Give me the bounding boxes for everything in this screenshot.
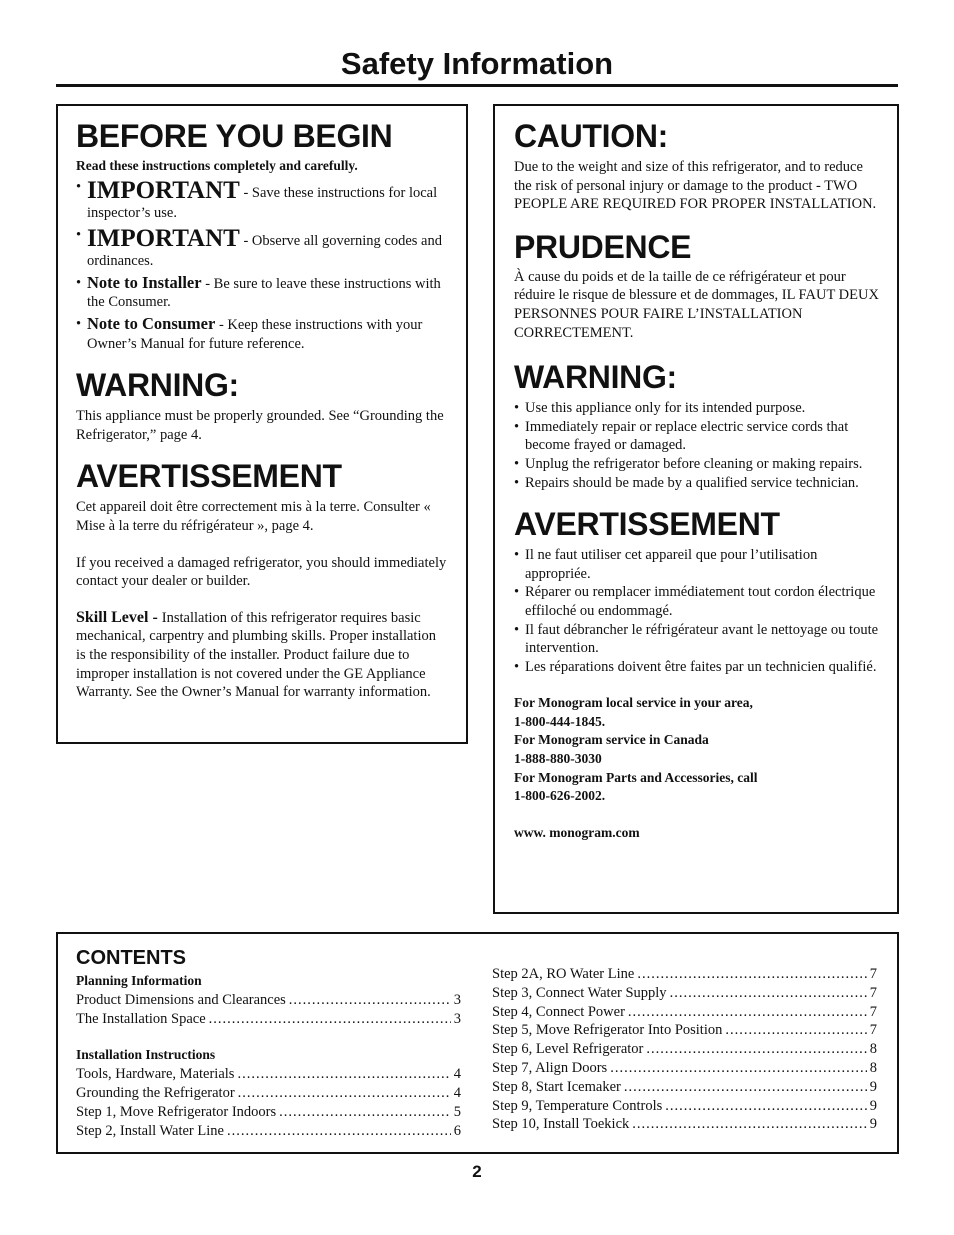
warning-heading-left: WARNING: [76,367,239,404]
toc-entry[interactable]: The Installation Space ..... 3 [76,1010,461,1029]
list-item: • Unplug the refrigerator before cleaning or making repairs. [514,455,863,472]
skill-level: Skill Level - Installation of this refrigerator requires basic mechanical, carpentry and plumbing skills. Proper installation is the responsibility of the installer. Product failure due to improper installation is not covered under the GE Appliance Warranty. See the Owner’s Manual for warranty information. [76,608,436,701]
title-rule [56,84,898,87]
page-number: 2 [472,1162,482,1181]
list-item: • Les réparations doivent être faites par un technicien qualifié. [514,658,877,675]
toc-entry[interactable]: Step 3, Connect Water Supply ..... 7 [492,984,877,1003]
contents-right-column [492,965,877,1134]
page-title: Safety Information [340,46,614,81]
contents-left-column [76,972,461,1140]
contents-box [56,932,899,1154]
service-line: For Monogram local service in your area, [514,695,753,711]
avertissement-text-left: Cet appareil doit être correctement mis à la terre. Consulter « Mise à la terre du réfrigérateur », page 4. [76,499,431,534]
prudence-heading: PRUDENCE [514,228,692,265]
warning-list [514,399,879,492]
avertissement-heading-left: AVERTISSEMENT [76,458,342,495]
list-item: • Il faut débrancher le réfrigérateur avant le nettoyage ou toute intervention. [514,621,879,657]
service-line: For Monogram service in Canada [514,732,709,748]
list-item: • Repairs should be made by a qualified service technician. [514,474,859,491]
toc-entry[interactable]: Grounding the Refrigerator ..... 4 [76,1084,461,1103]
avertissement-heading-right: AVERTISSEMENT [514,506,780,543]
note-to-consumer: • Note to Consumer - Keep these instructions with your Owner’s Manual for future reference. [76,313,423,352]
service-phone: 1-800-444-1845. [514,713,606,729]
list-item: • Il ne faut utiliser cet appareil que pour l’utilisation appropriée. [514,547,818,582]
caution-box [493,104,899,914]
prudence-text: À cause du poids et de la taille de ce réfrigérateur et pour réduire le risque de blessure et de dommages, IL FAUT DEUX PERSONNES POUR FAIRE L’INSTALLATION CORRECTEMENT. [514,268,879,341]
before-you-begin-box [56,104,468,744]
toc-entry[interactable]: Step 8, Start Icemaker ..... 9 [492,1078,877,1097]
toc-entry[interactable]: Step 9, Temperature Controls ..... 9 [492,1097,877,1116]
toc-entry[interactable]: Step 10, Install Toekick ..... 9 [492,1115,877,1134]
warning-text-left: This appliance must be properly grounded. See “Grounding the Refrigerator,” page 4. [76,408,444,443]
planning-heading: Planning Information [76,973,202,988]
caution-heading: CAUTION: [514,118,669,154]
warning-heading-right: WARNING: [514,359,677,396]
toc-entry[interactable]: Product Dimensions and Clearances ..... 3 [76,991,461,1010]
toc-entry[interactable]: Step 7, Align Doors ..... 8 [492,1059,877,1078]
toc-entry[interactable]: Step 6, Level Refrigerator ..... 8 [492,1040,877,1059]
toc-entry[interactable]: Step 2, Install Water Line ..... 6 [76,1122,461,1141]
contents-heading: CONTENTS [76,947,186,969]
service-phone: 1-800-626-2002. [514,788,606,804]
intro-text: Read these instructions completely and carefully. [76,158,358,173]
note-to-installer: • Note to Installer - Be sure to leave these instructions with the Consumer. [76,272,441,311]
important-item-1: • IMPORTANT - Save these instructions for local inspector’s use. [76,176,438,221]
list-item: • Réparer ou remplacer immédiatement tout cordon électrique effiloché ou endommagé. [514,584,876,619]
service-phone: 1-888-880-3030 [514,751,602,767]
toc-entry[interactable]: Step 2A, RO Water Line ..... 7 [492,965,877,984]
install-heading: Installation Instructions [76,1047,216,1063]
before-you-begin-heading: BEFORE YOU BEGIN [76,118,393,154]
toc-entry[interactable]: Step 5, Move Refrigerator Into Position ..... 7 [492,1021,877,1040]
damaged-notice: If you received a damaged refrigerator, you should immediately contact your dealer or builder. [76,554,447,590]
toc-entry[interactable]: Tools, Hardware, Materials ..... 4 [76,1065,461,1084]
toc-entry[interactable]: Step 1, Move Refrigerator Indoors ..... 5 [76,1103,461,1122]
website-link[interactable]: www. monogram.com [514,824,640,840]
important-item-2: • IMPORTANT - Observe all governing codes and ordinances. [76,225,442,270]
list-item: • Use this appliance only for its intended purpose. [514,400,806,417]
caution-text: Due to the weight and size of this refrigerator, and to reduce the risk of personal injury or damage to the product - TWO PEOPLE ARE REQUIRED FOR PROPER INSTALLATION. [514,159,877,213]
avertissement-list [514,546,879,676]
toc-entry[interactable]: Step 4, Connect Power ..... 7 [492,1003,877,1022]
service-line: For Monogram Parts and Accessories, call [514,769,758,785]
list-item: • Immediately repair or replace electric service cords that become frayed or damaged. [514,418,849,454]
service-info [514,694,879,842]
